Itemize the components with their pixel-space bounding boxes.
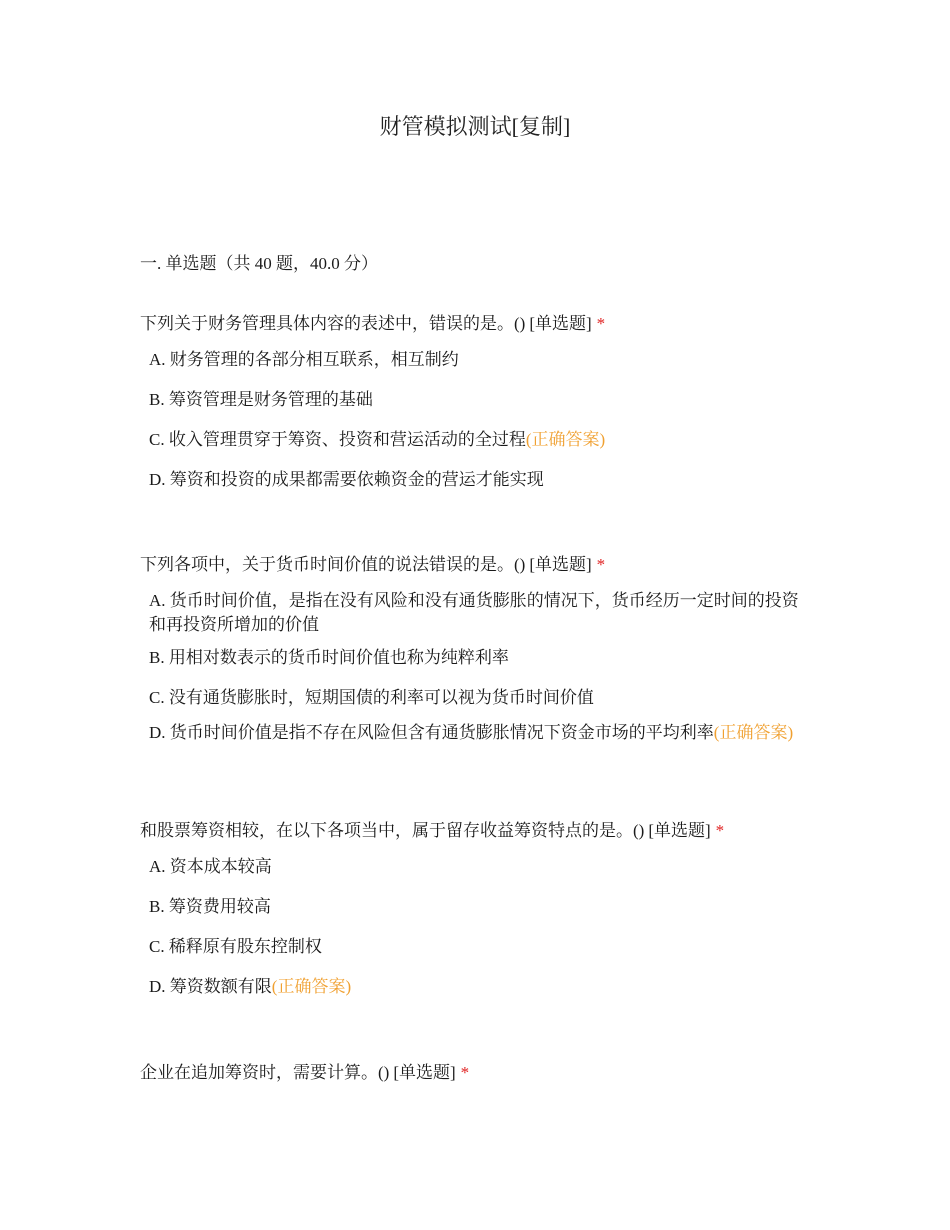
question-type-tag: [单选题] — [648, 821, 711, 840]
question-3 — [140, 819, 820, 1015]
option-list — [149, 855, 820, 999]
option-d[interactable] — [149, 721, 799, 745]
option-list — [149, 348, 820, 492]
correct-answer-label: (正确答案) — [525, 430, 606, 449]
option-label: C. 收入管理贯穿于筹资、投资和营运活动的全过程 — [149, 430, 526, 449]
option-label: D. 货币时间价值是指不存在风险但含有通货膨胀情况下资金市场的平均利率 — [149, 723, 714, 742]
option-d[interactable] — [149, 468, 799, 492]
option-list — [149, 589, 820, 745]
question-4 — [140, 1061, 820, 1085]
question-1 — [140, 312, 820, 508]
option-label: A. 货币时间价值，是指在没有风险和没有通货膨胀的情况下，货币经历一定时间的投资和再投资所增加的价值 — [149, 591, 799, 634]
option-label: B. 筹资管理是财务管理的基础 — [149, 390, 373, 409]
option-label: D. 筹资和投资的成果都需要依赖资金的营运才能实现 — [149, 470, 544, 489]
option-label: B. 用相对数表示的货币时间价值也称为纯粹利率 — [149, 648, 509, 667]
option-b[interactable] — [149, 646, 799, 670]
option-label: B. 筹资费用较高 — [149, 897, 271, 916]
correct-answer-label: (正确答案) — [713, 723, 794, 742]
question-text — [140, 553, 820, 577]
question-text — [140, 312, 820, 336]
question-stem: 企业在追加筹资时，需要计算。() — [140, 1063, 390, 1082]
section-heading: 一. 单选题（共 40 题，40.0 分） — [140, 254, 378, 273]
question-2 — [140, 553, 820, 761]
required-mark: * — [596, 314, 606, 333]
page-title: 财管模拟测试[复制] — [379, 114, 571, 139]
question-text — [140, 1061, 820, 1085]
question-stem: 下列关于财务管理具体内容的表述中，错误的是。() — [140, 314, 526, 333]
required-mark: * — [715, 821, 725, 840]
option-label: C. 稀释原有股东控制权 — [149, 937, 322, 956]
required-mark: * — [596, 555, 606, 574]
option-label: C. 没有通货膨胀时，短期国债的利率可以视为货币时间价值 — [149, 688, 594, 707]
option-label: A. 资本成本较高 — [149, 857, 272, 876]
question-type-tag: [单选题] — [529, 555, 592, 574]
required-mark: * — [460, 1063, 470, 1082]
option-a[interactable] — [149, 348, 799, 372]
option-label: A. 财务管理的各部分相互联系，相互制约 — [149, 350, 459, 369]
option-c[interactable] — [149, 428, 799, 452]
question-stem: 和股票筹资相较，在以下各项当中，属于留存收益筹资特点的是。() — [140, 821, 645, 840]
option-c[interactable] — [149, 935, 799, 959]
option-a[interactable] — [149, 855, 799, 879]
option-b[interactable] — [149, 895, 799, 919]
question-type-tag: [单选题] — [529, 314, 592, 333]
question-type-tag: [单选题] — [393, 1063, 456, 1082]
question-text — [140, 819, 820, 843]
option-b[interactable] — [149, 388, 799, 412]
option-a[interactable] — [149, 589, 799, 637]
option-d[interactable] — [149, 975, 799, 999]
correct-answer-label: (正确答案) — [271, 977, 352, 996]
question-stem: 下列各项中，关于货币时间价值的说法错误的是。() — [140, 555, 526, 574]
option-c[interactable] — [149, 686, 799, 710]
option-label: D. 筹资数额有限 — [149, 977, 272, 996]
